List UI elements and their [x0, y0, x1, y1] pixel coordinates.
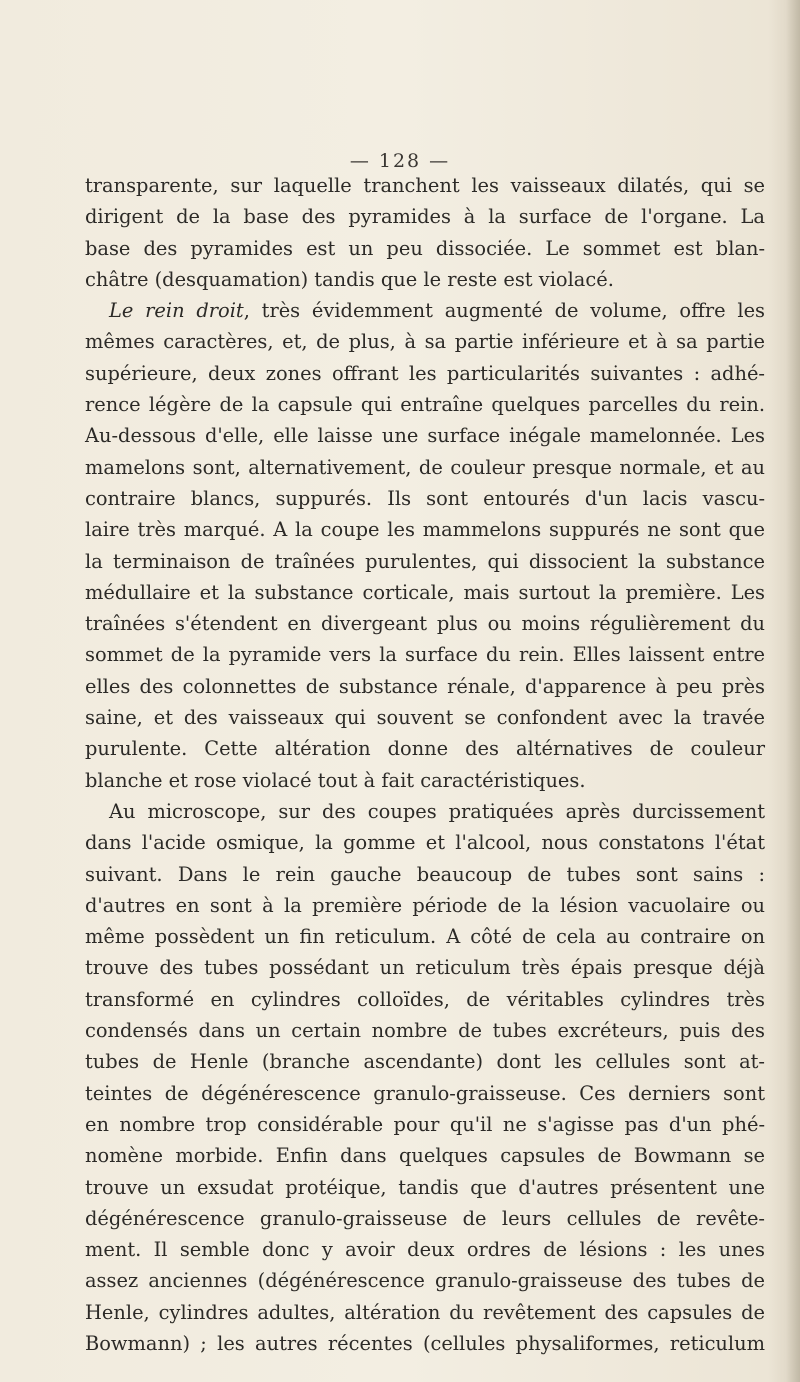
text-line [85, 201, 765, 232]
text-line [85, 577, 765, 608]
text-line-content: la terminaison de traînées purulentes, qui dissocient la substance [85, 549, 765, 573]
text-line-content: châtre (desquamation) tandis que le reste est violacé. [85, 267, 614, 291]
text-line [85, 1297, 765, 1328]
text-line [85, 702, 765, 733]
text-line-content: blanche et rose violacé tout à fait caractéristiques. [85, 768, 586, 792]
text-line-content: ment. Il semble donc y avoir deux ordres de lésions : les unes [85, 1238, 765, 1262]
text-line [85, 295, 765, 326]
text-line-content: suivant. Dans le rein gauche beaucoup de tubes sont sains : [85, 862, 765, 886]
text-line [85, 1046, 765, 1077]
text-line [85, 1109, 765, 1140]
text-line [85, 1203, 765, 1234]
text-line-content: teintes de dégénérescence granulo-graisseuse. Ces derniers sont [85, 1081, 765, 1105]
text-line [85, 264, 765, 295]
text-line [85, 733, 765, 764]
text-line-content: supérieure, deux zones offrant les particularités suivantes : adhé- [85, 361, 765, 385]
text-line-content: tubes de Henle (branche ascendante) dont les cellules sont at- [85, 1050, 765, 1074]
text-line-content: mêmes caractères, et, de plus, à sa partie inférieure et à sa partie [85, 330, 765, 354]
text-line [85, 420, 765, 451]
text-line [85, 796, 765, 827]
text-line-content: Au-dessous d'elle, elle laisse une surface inégale mamelonnée. Les [85, 424, 765, 448]
text-line [85, 233, 765, 264]
text-line-content: nomène morbide. Enfin dans quelques capsules de Bowmann se [85, 1144, 765, 1168]
page-number-header: — 128 — [349, 150, 451, 172]
text-line [85, 984, 765, 1015]
text-line-content: en nombre trop considérable pour qu'il ne s'agisse pas d'un phé- [85, 1112, 765, 1136]
text-line [85, 1234, 765, 1265]
text-line [85, 890, 765, 921]
page-edge-shadow [786, 0, 800, 1382]
italic-phrase: Le rein droit [109, 299, 244, 323]
text-line-content: traînées s'étendent en divergeant plus ou moins régulièrement du [85, 612, 765, 636]
text-line [85, 921, 765, 952]
text-line-content: médullaire et la substance corticale, mais surtout la première. Les [85, 580, 765, 604]
text-line [85, 514, 765, 545]
text-line-content: elles des colonnettes de substance rénale, d'apparence à peu près [85, 674, 765, 698]
text-line-content: condensés dans un certain nombre de tubes excréteurs, puis des [85, 1019, 765, 1043]
text-line-content: trouve un exsudat protéique, tandis que d'autres présentent une [85, 1175, 765, 1199]
text-line [85, 1172, 765, 1203]
text-line-content: dirigent de la base des pyramides à la surface de l'organe. La [85, 205, 765, 229]
text-line [85, 608, 765, 639]
body-text [85, 170, 765, 1359]
text-line-content: trouve des tubes possédant un reticulum très épais presque déjà [85, 956, 765, 980]
text-line [85, 1265, 765, 1296]
text-line [85, 483, 765, 514]
text-line [85, 827, 765, 858]
text-line [85, 1328, 765, 1359]
text-line [85, 358, 765, 389]
text-line-content: mamelons sont, alternativement, de couleur presque normale, et au [85, 455, 765, 479]
text-line-content: transformé en cylindres colloïdes, de véritables cylindres très [85, 987, 765, 1011]
text-line [85, 952, 765, 983]
text-line-content: , très évidemment augmenté de volume, offre les [243, 299, 765, 323]
text-line [85, 452, 765, 483]
text-line-content: dans l'acide osmique, la gomme et l'alcool, nous constatons l'état [85, 831, 765, 855]
text-line [85, 389, 765, 420]
text-line [85, 1015, 765, 1046]
text-line-content: Au microscope, sur des coupes pratiquées après durcissement [109, 799, 765, 823]
text-line [85, 1140, 765, 1171]
text-line [85, 546, 765, 577]
text-line-content: laire très marqué. A la coupe les mammelons suppurés ne sont que [85, 518, 765, 542]
text-line-content: assez anciennes (dégénérescence granulo-graisseuse des tubes de [85, 1269, 765, 1293]
text-line [85, 671, 765, 702]
text-line-content: saine, et des vaisseaux qui souvent se confondent avec la travée [85, 706, 765, 730]
text-line-content: même possèdent un fin reticulum. A côté de cela au contraire on [85, 925, 765, 949]
text-line-content: contraire blancs, suppurés. Ils sont entourés d'un lacis vascu- [85, 486, 765, 510]
text-line-content: transparente, sur laquelle tranchent les vaisseaux dilatés, qui se [85, 174, 765, 197]
text-line-content: base des pyramides est un peu dissociée. Le sommet est blan- [85, 236, 765, 260]
text-line-content: Bowmann) ; les autres récentes (cellules physaliformes, reticulum [85, 1331, 765, 1355]
text-line [85, 170, 765, 201]
text-line [85, 765, 765, 796]
text-line-content: Henle, cylindres adultes, altération du revêtement des capsules de [85, 1300, 765, 1324]
text-line-content: d'autres en sont à la première période de la lésion vacuolaire ou [85, 893, 765, 917]
text-line [85, 326, 765, 357]
text-line-content: rence légère de la capsule qui entraîne quelques parcelles du rein. [85, 393, 765, 417]
text-line [85, 1078, 765, 1109]
text-line [85, 639, 765, 670]
text-line-content: dégénérescence granulo-graisseuse de leurs cellules de revête- [85, 1206, 765, 1230]
text-line-content: sommet de la pyramide vers la surface du rein. Elles laissent entre [85, 643, 765, 667]
text-line-content: purulente. Cette altération donne des altérnatives de couleur [85, 737, 765, 761]
text-line [85, 859, 765, 890]
